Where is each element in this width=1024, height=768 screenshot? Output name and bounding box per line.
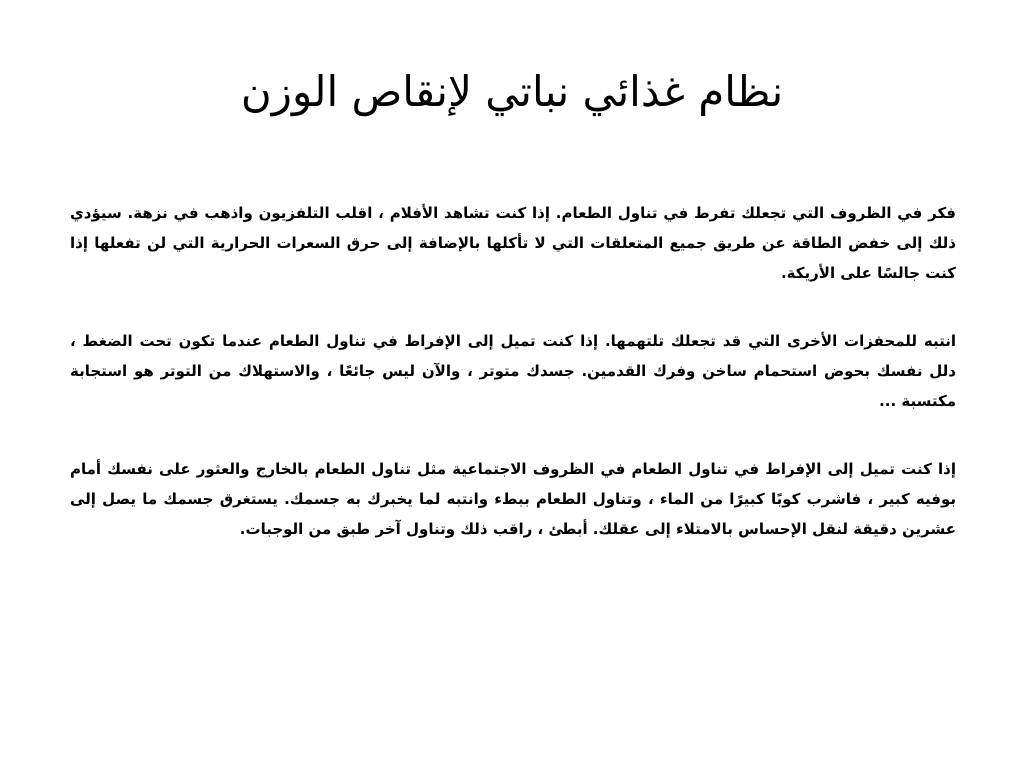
paragraph-other-triggers: انتبه للمحفزات الأخرى التي قد تجعلك تلتهمها. إذا كنت تميل إلى الإفراط في تناول الطعام عندما تكون تحت الضغط ، دلل نفسك بحوض استحمام ساخن وفرك القدمين. جسدك متوتر ، والآن ليس جائعًا ، والاستهلاك من التوتر هو استجابة مكتسبة ... bbox=[70, 332, 956, 410]
paragraph-social-eating: إذا كنت تميل إلى الإفراط في تناول الطعام في الظروف الاجتماعية مثل تناول الطعام بالخارج والعثور على نفسك أمام بوفيه كبير ، فاشرب كوبًا كبيرًا من الماء ، وتناول الطعام ببطء وانتبه لما يخبرك به جسمك. يستغرق جسمك ما يصل إلى عشرين دقيقة لنقل الإحساس بالامتلاء إلى عقلك. أبطئ ، راقب ذلك وتناول آخر طبق من الوجبات. bbox=[70, 460, 956, 538]
slide-body bbox=[70, 198, 956, 582]
slide-title: نظام غذائي نباتي لإنقاص الوزن bbox=[240, 67, 784, 116]
paragraph-overeating-circumstances: فكر في الظروف التي تجعلك تفرط في تناول الطعام. إذا كنت تشاهد الأفلام ، اقلب التلفزيون واذهب في نزهة. سيؤدي ذلك إلى خفض الطاقة عن طريق جميع المتعلقات التي لا تأكلها بالإضافة إلى حرق السعرات الحرارية التي لن تفعلها إذا كنت جالسًا على الأريكة. bbox=[70, 204, 956, 282]
